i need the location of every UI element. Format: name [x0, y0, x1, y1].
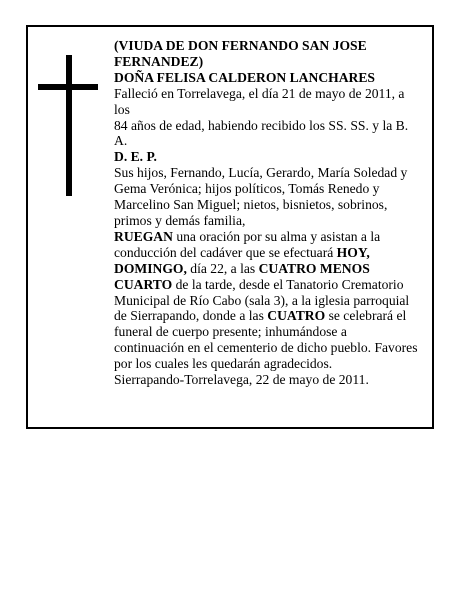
cross-icon-bar	[38, 84, 98, 90]
family-line-2: Gema Verónica; hijos políticos, Tomás Renedo y	[114, 181, 380, 197]
request-text: de Sierrapando, donde a las	[114, 308, 268, 324]
request-line-9: por los cuales les quedarán agradecidos.	[114, 356, 333, 372]
request-line-7: funeral de cuerpo presente; inhumándose a	[114, 324, 347, 340]
death-line-3: 84 años de edad, habiendo recibido los SS. SS. y la B.	[114, 117, 409, 133]
request-day: HOY,	[336, 244, 370, 260]
title-line-2: FERNANDEZ)	[114, 53, 204, 69]
cross-icon	[66, 55, 72, 196]
death-line-1: Falleció en Torrelavega, el día 21 de mayo de 2011, a	[114, 85, 405, 101]
dep-line: D. E. P.	[114, 149, 157, 165]
title-line-1: (VIUDA DE DON FERNANDO SAN JOSE	[114, 38, 367, 53]
closing-line: Sierrapando-Torrelavega, 22 de mayo de 2011.	[114, 372, 369, 388]
request-line-6	[114, 308, 420, 324]
request-line-3	[114, 261, 420, 277]
request-time: CUATRO MENOS	[258, 260, 370, 276]
request-text: se celebrará el	[325, 308, 407, 324]
request-line-4	[114, 277, 420, 293]
obituary-text	[114, 38, 420, 388]
death-line-4: A.	[114, 133, 128, 149]
request-line-2	[114, 245, 420, 261]
deceased-name: DOÑA FELISA CALDERON LANCHARES	[114, 69, 375, 85]
request-weekday: DOMINGO,	[114, 260, 187, 276]
family-line-1: Sus hijos, Fernando, Lucía, Gerardo, María Soledad y	[114, 165, 408, 181]
request-text: conducción del cadáver que se efectuará	[114, 244, 337, 260]
request-line-1	[114, 229, 420, 245]
death-line-2: los	[114, 101, 130, 117]
request-time-cont: CUARTO	[114, 276, 173, 292]
family-line-4: primos y demás familia,	[114, 212, 246, 228]
request-text: día 22, a las	[186, 260, 259, 276]
family-line-3: Marcelino San Miguel; nietos, bisnietos, sobrinos,	[114, 197, 388, 213]
request-text: una oración por su alma y asistan a la	[172, 228, 381, 244]
request-line-5: Municipal de Río Cabo (sala 3), a la iglesia parroquial	[114, 292, 410, 308]
request-text: de la tarde, desde el Tanatorio Crematorio	[172, 276, 404, 292]
request-verb: RUEGAN	[114, 228, 173, 244]
request-line-8: continuación en el cementerio de dicho pueblo. Favores	[114, 340, 418, 356]
funeral-time: CUATRO	[267, 308, 326, 324]
